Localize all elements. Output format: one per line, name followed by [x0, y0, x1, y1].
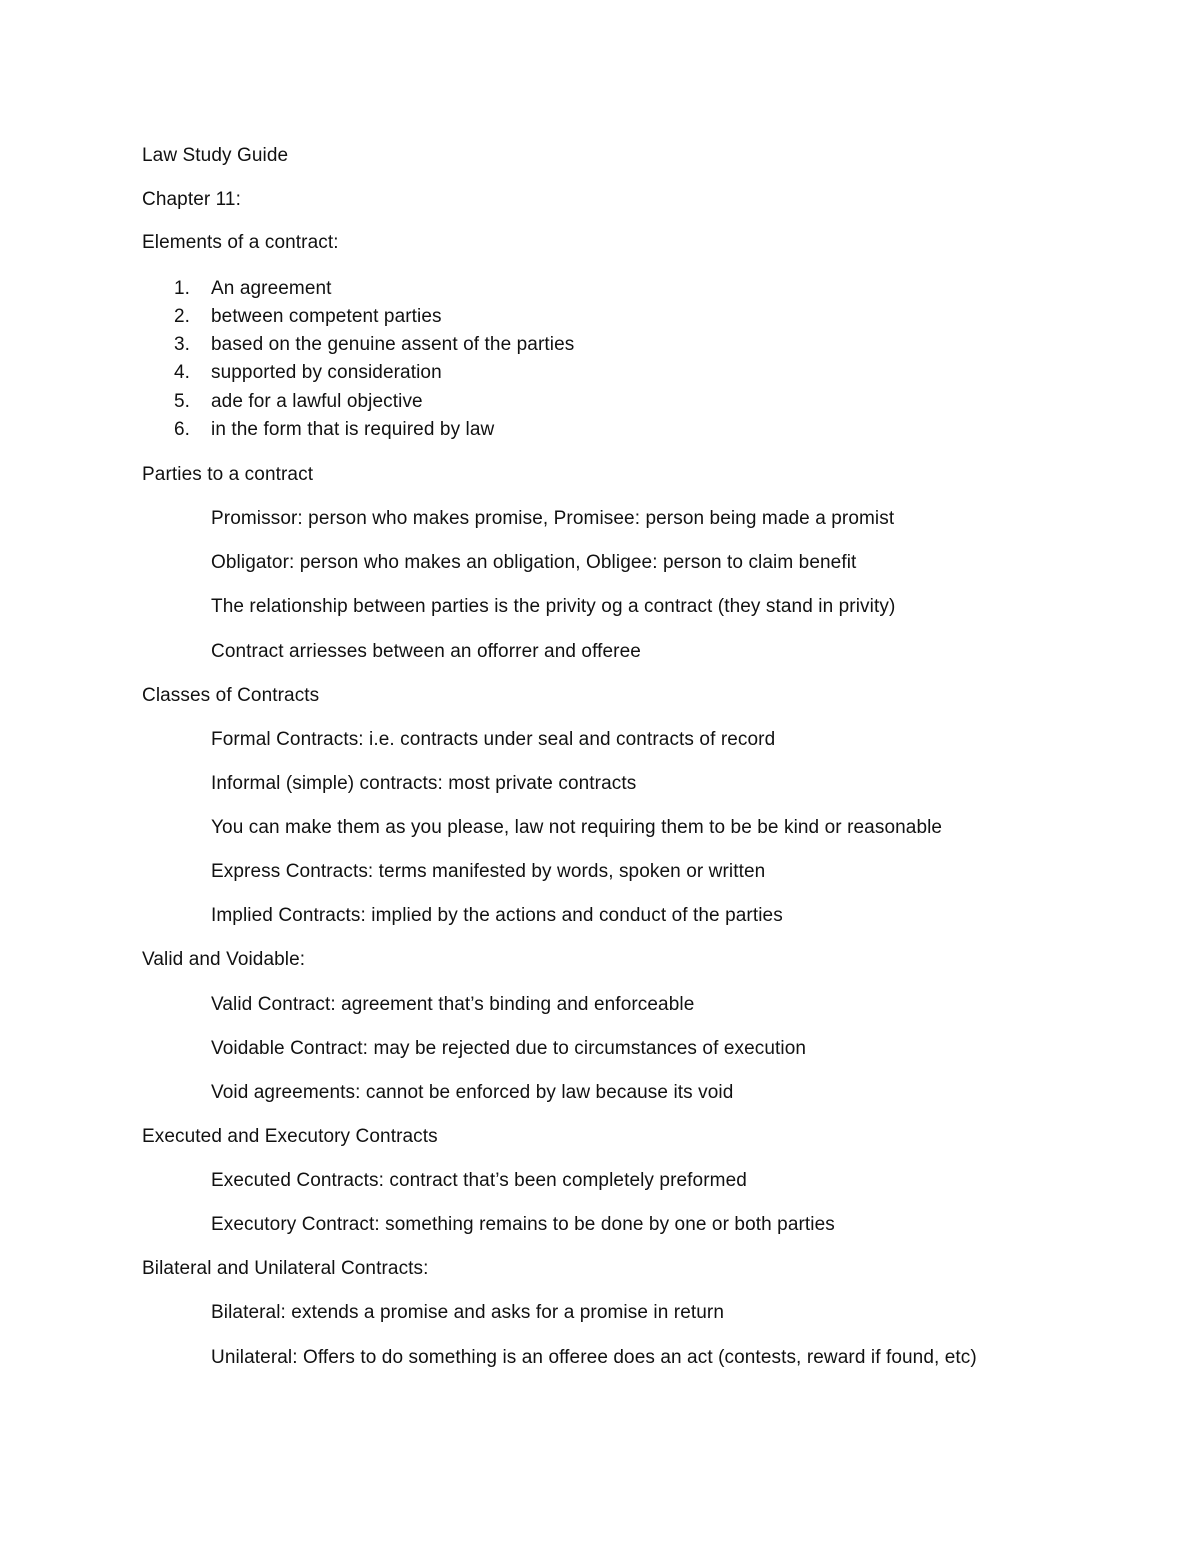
document-title: Law Study Guide [142, 145, 289, 166]
list-item-number: 1. [174, 278, 190, 299]
list-item: ade for a lawful objective [211, 391, 423, 412]
parties-line: Obligator: person who makes an obligation, Obligee: person to claim benefit [211, 552, 857, 573]
list-item-number: 5. [174, 391, 190, 412]
classes-line: Formal Contracts: i.e. contracts under seal and contracts of record [211, 729, 776, 750]
classes-line: Express Contracts: terms manifested by words, spoken or written [211, 861, 766, 882]
parties-line: Promissor: person who makes promise, Promisee: person being made a promist [211, 508, 895, 529]
valid-heading: Valid and Voidable: [142, 949, 306, 970]
valid-line: Valid Contract: agreement that’s binding and enforceable [211, 994, 695, 1015]
classes-line: Implied Contracts: implied by the actions and conduct of the parties [211, 905, 783, 926]
bilateral-line: Unilateral: Offers to do something is an offeree does an act (contests, reward if found, etc) [211, 1347, 977, 1368]
chapter-heading: Chapter 11: [142, 189, 241, 210]
list-item: supported by consideration [211, 362, 442, 383]
executed-line: Executed Contracts: contract that’s been completely preformed [211, 1170, 747, 1191]
elements-heading: Elements of a contract: [142, 232, 339, 253]
classes-line: You can make them as you please, law not requiring them to be be kind or reasonable [211, 817, 943, 838]
valid-line: Voidable Contract: may be rejected due to circumstances of execution [211, 1038, 807, 1059]
list-item-number: 4. [174, 362, 190, 383]
list-item-number: 2. [174, 306, 190, 327]
bilateral-heading: Bilateral and Unilateral Contracts: [142, 1258, 429, 1279]
list-item: An agreement [211, 278, 332, 299]
bilateral-line: Bilateral: extends a promise and asks for a promise in return [211, 1302, 725, 1323]
executed-heading: Executed and Executory Contracts [142, 1126, 438, 1147]
classes-heading: Classes of Contracts [142, 685, 320, 706]
list-item: based on the genuine assent of the parties [211, 334, 575, 355]
list-item-number: 3. [174, 334, 190, 355]
parties-heading: Parties to a contract [142, 464, 314, 485]
parties-line: The relationship between parties is the privity og a contract (they stand in privity) [211, 596, 896, 617]
list-item: between competent parties [211, 306, 442, 327]
list-item-number: 6. [174, 419, 190, 440]
executed-line: Executory Contract: something remains to be done by one or both parties [211, 1214, 835, 1235]
classes-line: Informal (simple) contracts: most private contracts [211, 773, 637, 794]
list-item: in the form that is required by law [211, 419, 495, 440]
parties-line: Contract arriesses between an offorrer and offeree [211, 641, 641, 662]
valid-line: Void agreements: cannot be enforced by law because its void [211, 1082, 734, 1103]
